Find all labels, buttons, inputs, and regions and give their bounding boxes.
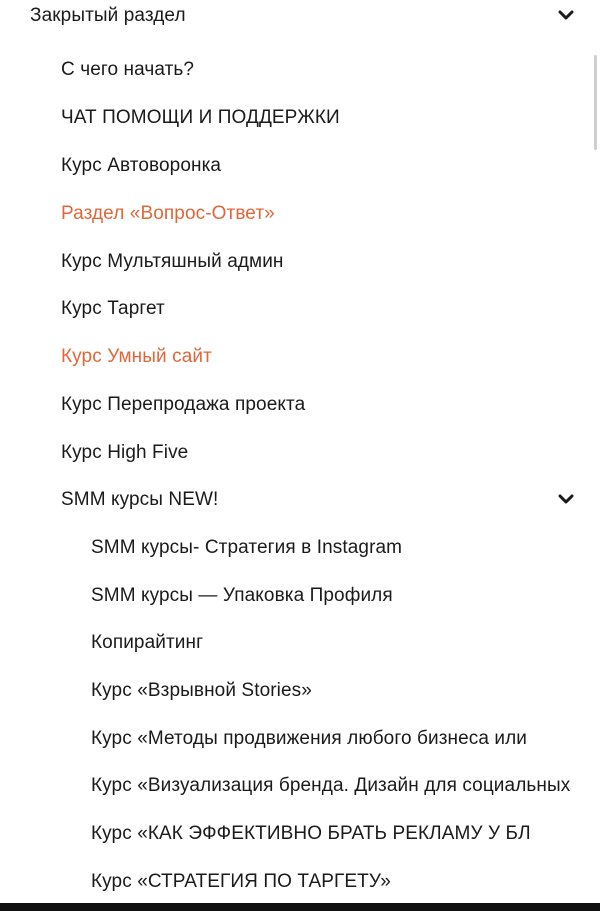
menu-group-smm-label: SMM курсы NEW!	[61, 489, 219, 510]
submenu-item-ad-buying[interactable]	[0, 816, 600, 852]
submenu-item-label: Курс «СТРАТЕГИЯ ПО ТАРГЕТУ»	[91, 871, 391, 892]
menu-item-label: Курс Автоворонка	[61, 155, 222, 176]
chevron-down-icon[interactable]	[558, 9, 574, 21]
submenu-item-label: Курс «Методы продвижения любого бизнеса или	[91, 728, 528, 749]
menu-item-label: Курс Перепродажа проекта	[61, 394, 306, 415]
menu-item-high-five[interactable]	[0, 435, 600, 471]
chevron-down-icon[interactable]	[558, 493, 574, 505]
menu-section-closed[interactable]	[0, 0, 600, 34]
submenu-item-targeting-strategy[interactable]	[0, 864, 600, 900]
submenu-item-stories[interactable]	[0, 673, 600, 709]
submenu-item-copywriting[interactable]	[0, 625, 600, 661]
menu-item-smart-site[interactable]	[0, 339, 600, 375]
submenu-item-smm-profile[interactable]	[0, 578, 600, 614]
menu-item-target[interactable]	[0, 291, 600, 327]
bottom-edge-bar	[0, 903, 600, 911]
menu-item-label: Раздел «Вопрос-Ответ»	[61, 203, 275, 224]
submenu-item-promotion-methods[interactable]	[0, 721, 600, 757]
menu-item-label: ЧАТ ПОМОЩИ И ПОДДЕРЖКИ	[61, 107, 340, 128]
menu-item-label: Курс Умный сайт	[61, 346, 212, 367]
menu-item-support-chat[interactable]	[0, 100, 600, 136]
submenu-item-label: Курс «Визуализация бренда. Дизайн для социальных	[91, 775, 571, 796]
menu-section-closed-label: Закрытый раздел	[30, 5, 186, 26]
submenu-item-label: Курс «Взрывной Stories»	[91, 680, 312, 701]
submenu-item-brand-visualization[interactable]	[0, 768, 600, 804]
menu-item-label: Курс Мультяшный админ	[61, 251, 284, 272]
menu-item-label: Курс Таргет	[61, 298, 165, 319]
menu-item-cartoon-admin[interactable]	[0, 244, 600, 280]
submenu-item-label: Копирайтинг	[91, 632, 204, 653]
menu-item-label: С чего начать?	[61, 59, 195, 80]
menu-item-label: Курс High Five	[61, 442, 189, 463]
menu-item-qa[interactable]	[0, 196, 600, 232]
menu-group-smm[interactable]	[0, 482, 600, 518]
scrollbar[interactable]	[594, 55, 597, 150]
submenu-item-label: SMM курсы- Стратегия в Instagram	[91, 537, 403, 558]
menu-item-project-resale[interactable]	[0, 387, 600, 423]
menu-item-start[interactable]	[0, 52, 600, 88]
submenu-item-smm-strategy[interactable]	[0, 530, 600, 566]
submenu-item-label: Курс «КАК ЭФФЕКТИВНО БРАТЬ РЕКЛАМУ У БЛ	[91, 823, 531, 844]
submenu-item-label: SMM курсы — Упаковка Профиля	[91, 585, 393, 606]
menu-item-autofunnel[interactable]	[0, 148, 600, 184]
